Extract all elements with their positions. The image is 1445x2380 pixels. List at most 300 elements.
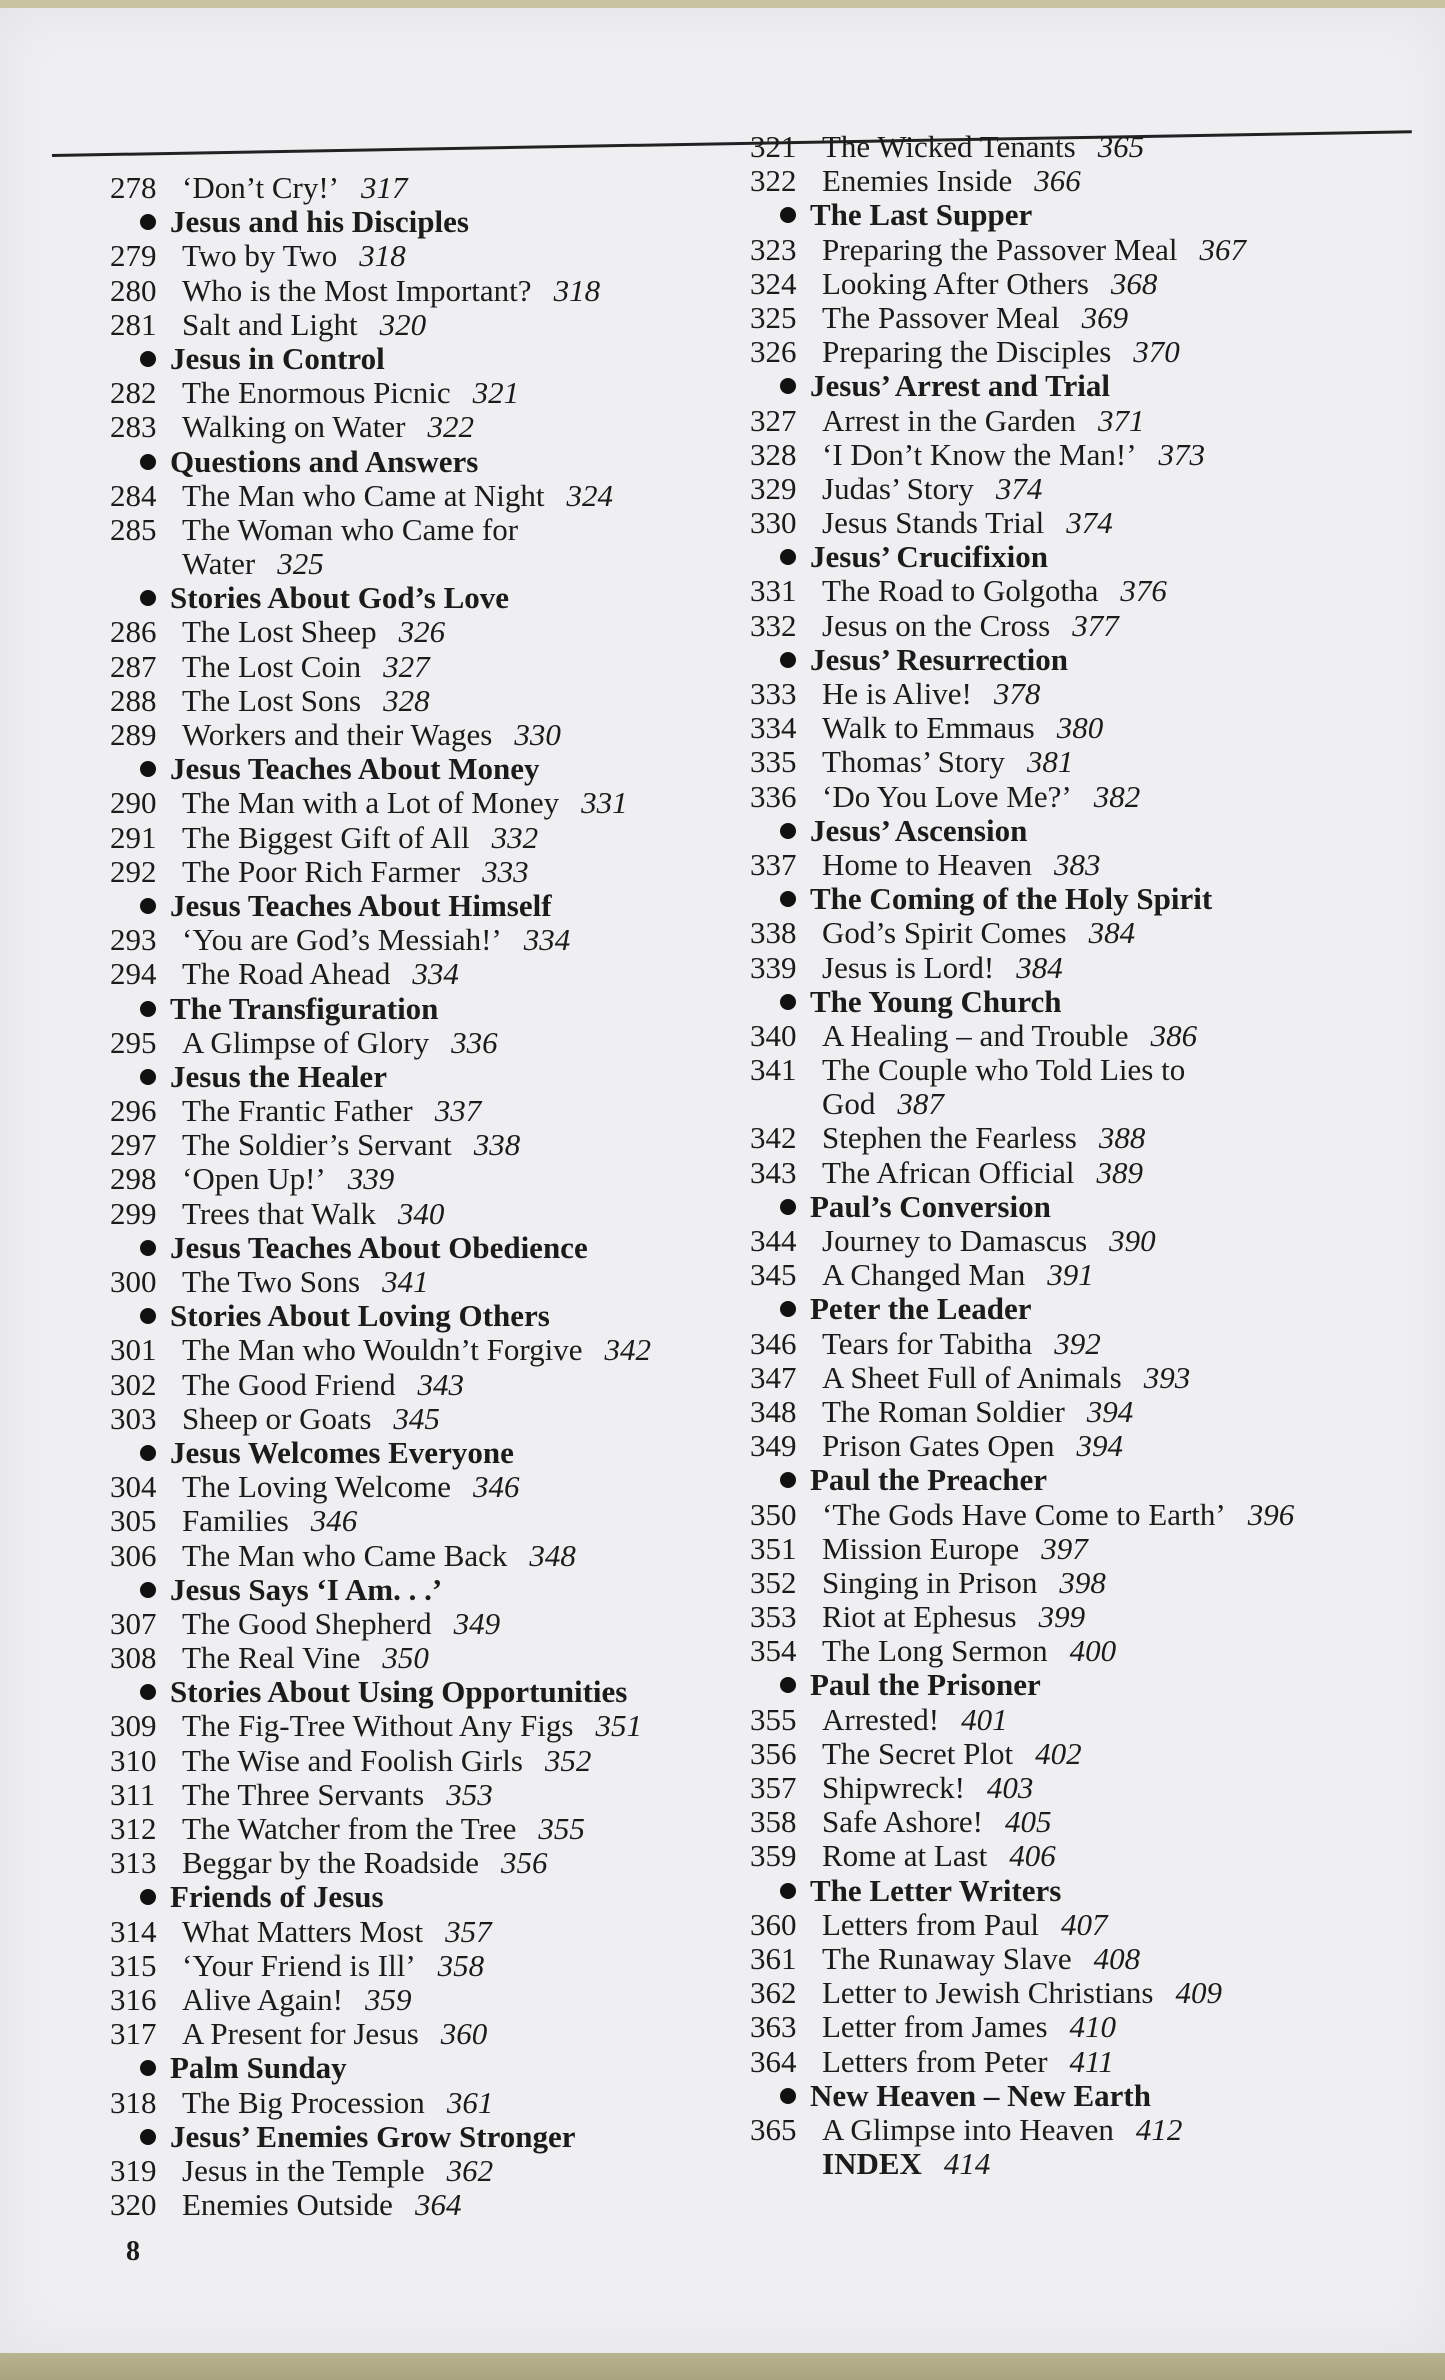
entry-page: 374 xyxy=(1066,505,1113,541)
entry-number: 332 xyxy=(750,607,797,643)
entry-title: The Biggest Gift of All xyxy=(182,819,470,855)
entry-page: 334 xyxy=(412,956,459,992)
entry-title: Walk to Emmaus xyxy=(822,710,1035,746)
contents-entry xyxy=(750,130,1294,164)
entry-page: 318 xyxy=(553,272,601,308)
entry-page: 377 xyxy=(1072,607,1119,643)
contents-entry xyxy=(750,1258,1294,1292)
contents-entry xyxy=(110,2017,651,2051)
entry-number: 286 xyxy=(110,614,157,650)
entry-page: 320 xyxy=(379,306,427,342)
section-heading xyxy=(110,2120,651,2154)
entry-title: The Two Sons xyxy=(182,1264,361,1299)
bullet-icon xyxy=(140,2060,156,2076)
entry-title: The Real Vine xyxy=(182,1640,361,1676)
entry-number: 310 xyxy=(110,1742,157,1778)
entry-page: 327 xyxy=(383,648,430,684)
entry-number: 335 xyxy=(750,744,797,780)
entry-number: 296 xyxy=(110,1093,157,1129)
section-heading xyxy=(110,2051,651,2085)
entry-title: The Man who Came at Night xyxy=(182,477,545,513)
entry-page: 369 xyxy=(1081,299,1129,335)
bullet-icon xyxy=(140,1582,156,1598)
entry-page: 362 xyxy=(446,2152,494,2188)
contents-entry xyxy=(750,2010,1294,2044)
section-title: Jesus’ Crucifixion xyxy=(810,539,1048,575)
entry-title: The Man with a Lot of Money xyxy=(182,785,560,821)
section-heading xyxy=(750,2079,1294,2113)
entry-page: 392 xyxy=(1054,1325,1101,1361)
contents-entry xyxy=(110,821,651,855)
entry-title: Letter to Jewish Christians xyxy=(822,1975,1154,2011)
entry-title: The Big Procession xyxy=(182,2084,425,2120)
entry-page: 324 xyxy=(566,477,613,513)
contents-entry xyxy=(750,2045,1294,2079)
bullet-icon xyxy=(140,1889,156,1905)
entry-number: 314 xyxy=(110,1913,157,1949)
entry-number: 327 xyxy=(750,402,797,438)
entry-number: 311 xyxy=(110,1776,156,1812)
bullet-icon xyxy=(140,590,156,606)
entry-title: Enemies Outside xyxy=(182,2187,393,2223)
entry-page: 357 xyxy=(445,1913,492,1949)
entry-page: 407 xyxy=(1060,1906,1108,1942)
section-heading xyxy=(110,1573,651,1607)
bullet-icon xyxy=(780,891,796,907)
entry-title: A Glimpse of Glory xyxy=(182,1024,430,1060)
entry-title: Jesus in the Temple xyxy=(182,2152,425,2188)
entry-page: 325 xyxy=(277,546,324,582)
contents-entry xyxy=(110,1368,651,1402)
section-heading xyxy=(750,985,1294,1019)
contents-entry-continuation xyxy=(750,1087,1294,1121)
entry-title: The Road Ahead xyxy=(182,956,391,992)
entry-page: 410 xyxy=(1069,2009,1117,2045)
entry-title: The Wise and Foolish Girls xyxy=(182,1742,523,1778)
entry-title: Rome at Last xyxy=(822,1838,988,1874)
contents-entry xyxy=(110,1778,651,1812)
entry-title: ‘You are God’s Messiah!’ xyxy=(182,922,502,958)
contents-entry xyxy=(110,1094,651,1128)
entry-number: 345 xyxy=(750,1257,797,1293)
contents-entry xyxy=(750,745,1294,779)
bullet-icon xyxy=(140,1308,156,1324)
entry-number: 328 xyxy=(750,436,797,472)
entry-number: 291 xyxy=(110,819,157,855)
contents-entry xyxy=(750,1566,1294,1600)
contents-entry xyxy=(110,1333,651,1367)
entry-number: 279 xyxy=(110,238,157,274)
entry-page: 361 xyxy=(446,2084,494,2120)
entry-title: A Sheet Full of Animals xyxy=(822,1359,1122,1395)
entry-page: 386 xyxy=(1150,1017,1198,1053)
bullet-icon xyxy=(140,1445,156,1461)
contents-entry xyxy=(750,1121,1294,1155)
entry-title: Sheep or Goats xyxy=(182,1400,372,1436)
contents-entry xyxy=(110,171,651,205)
entry-page: 348 xyxy=(529,1537,576,1573)
entry-number: 348 xyxy=(750,1393,797,1429)
entry-page: 391 xyxy=(1047,1257,1094,1293)
entry-title: Arrest in the Garden xyxy=(822,402,1076,438)
entry-number: 278 xyxy=(110,170,157,205)
entry-title: Alive Again! xyxy=(182,1981,343,2017)
entry-page: 381 xyxy=(1026,744,1074,780)
entry-number: 349 xyxy=(750,1428,797,1464)
section-heading xyxy=(110,889,651,923)
entry-number: 295 xyxy=(110,1024,157,1060)
section-title: Jesus Says ‘I Am. . .’ xyxy=(170,1571,443,1607)
contents-left-column xyxy=(110,171,651,2222)
entry-page: 401 xyxy=(961,1701,1008,1737)
contents-entry xyxy=(110,376,651,410)
contents-entry-continuation xyxy=(110,547,651,581)
section-heading xyxy=(110,752,651,786)
entry-title: The Passover Meal xyxy=(822,299,1060,335)
contents-entry xyxy=(110,1470,651,1504)
entry-page: 406 xyxy=(1009,1838,1056,1874)
entry-number: 362 xyxy=(750,1975,797,2011)
contents-entry xyxy=(110,2154,651,2188)
section-title: Paul the Preacher xyxy=(810,1462,1048,1498)
entry-number: 329 xyxy=(750,470,797,506)
entry-title: The Three Servants xyxy=(182,1776,425,1812)
section-title: The Coming of the Holy Spirit xyxy=(810,881,1213,917)
entry-number: 284 xyxy=(110,477,157,513)
entry-number: 306 xyxy=(110,1537,157,1573)
section-title: Stories About Using Opportunities xyxy=(170,1674,628,1710)
entry-number: 299 xyxy=(110,1195,157,1231)
entry-title: The Man who Wouldn’t Forgive xyxy=(182,1332,583,1368)
section-heading xyxy=(110,205,651,239)
entry-page: 411 xyxy=(1069,2043,1114,2079)
entry-number: 339 xyxy=(750,949,797,985)
entry-number: 337 xyxy=(750,846,797,882)
entry-number: 330 xyxy=(750,505,797,541)
section-title: The Young Church xyxy=(810,983,1062,1019)
section-title: Jesus Teaches About Obedience xyxy=(170,1229,588,1265)
entry-title: Safe Ashore! xyxy=(822,1804,983,1840)
entry-number: 303 xyxy=(110,1400,157,1436)
entry-page: 342 xyxy=(604,1332,651,1368)
entry-page: 412 xyxy=(1135,2111,1183,2147)
bullet-icon xyxy=(780,1199,796,1215)
section-title: Jesus Welcomes Everyone xyxy=(170,1434,514,1470)
entry-page: 343 xyxy=(417,1366,465,1402)
entry-title: Jesus is Lord! xyxy=(822,949,995,985)
contents-entry xyxy=(750,404,1294,438)
contents-entry xyxy=(110,957,651,991)
entry-number: 318 xyxy=(110,2084,157,2120)
entry-number: 358 xyxy=(750,1804,797,1840)
contents-entry xyxy=(750,1327,1294,1361)
entry-page: 333 xyxy=(482,853,529,889)
page-number: 8 xyxy=(126,2236,140,2267)
entry-title: Riot at Ephesus xyxy=(822,1599,1017,1635)
contents-entry xyxy=(750,609,1294,643)
entry-title: The Good Friend xyxy=(182,1366,396,1402)
entry-title: Stephen the Fearless xyxy=(822,1120,1077,1156)
section-heading xyxy=(750,882,1294,916)
entry-number: 317 xyxy=(110,2016,157,2052)
bullet-icon xyxy=(140,1684,156,1700)
entry-number: 320 xyxy=(110,2187,157,2223)
entry-page: 374 xyxy=(995,470,1043,506)
contents-entry xyxy=(110,239,651,273)
contents-entry xyxy=(750,1395,1294,1429)
section-title: Peter the Leader xyxy=(810,1291,1032,1327)
entry-number: 333 xyxy=(750,676,797,711)
entry-number: 353 xyxy=(750,1599,797,1635)
entry-title: Trees that Walk xyxy=(182,1195,376,1231)
entry-title: The African Official xyxy=(822,1154,1075,1190)
entry-page: 326 xyxy=(398,614,446,650)
entry-number: 313 xyxy=(110,1845,157,1881)
entry-page: 403 xyxy=(986,1770,1034,1805)
entry-title: Mission Europe xyxy=(822,1530,1020,1566)
entry-number: 293 xyxy=(110,922,157,958)
contents-entry xyxy=(110,513,651,547)
section-title: The Transfiguration xyxy=(170,990,439,1026)
entry-title: The Roman Soldier xyxy=(822,1393,1065,1429)
entry-number: 350 xyxy=(750,1496,797,1532)
contents-entry xyxy=(110,1265,651,1299)
contents-entry xyxy=(750,1498,1294,1532)
contents-entry xyxy=(110,1026,651,1060)
entry-page: 398 xyxy=(1059,1564,1106,1600)
entry-title: Two by Two xyxy=(182,238,338,274)
section-heading xyxy=(750,1292,1294,1326)
section-title: Palm Sunday xyxy=(170,2050,347,2086)
contents-entry xyxy=(750,1600,1294,1634)
entry-page: 334 xyxy=(523,922,571,958)
contents-entry xyxy=(750,677,1294,711)
entry-page: 400 xyxy=(1069,1633,1117,1669)
entry-number: 308 xyxy=(110,1640,157,1676)
entry-title: Tears for Tabitha xyxy=(822,1325,1033,1361)
entry-title: He is Alive! xyxy=(822,676,972,711)
entry-number: 321 xyxy=(750,129,797,164)
entry-page: 351 xyxy=(595,1708,642,1744)
contents-entry xyxy=(110,1539,651,1573)
index-page: 414 xyxy=(943,2146,991,2182)
entry-number: 352 xyxy=(750,1564,797,1600)
entry-page: 405 xyxy=(1004,1804,1052,1840)
entry-page: 337 xyxy=(434,1093,482,1129)
section-title: Jesus’ Enemies Grow Stronger xyxy=(170,2118,576,2154)
index-label: INDEX xyxy=(822,2146,922,2182)
contents-entry xyxy=(750,506,1294,540)
entry-number: 281 xyxy=(110,306,157,342)
entry-page: 365 xyxy=(1097,129,1145,164)
entry-page: 350 xyxy=(382,1640,429,1676)
entry-title: The Man who Came Back xyxy=(182,1537,508,1573)
bullet-icon xyxy=(140,1069,156,1085)
bullet-icon xyxy=(140,351,156,367)
entry-title: The Frantic Father xyxy=(182,1093,413,1129)
entry-number: 322 xyxy=(750,163,797,199)
contents-entry xyxy=(110,1128,651,1162)
contents-entry xyxy=(110,1504,651,1538)
section-heading xyxy=(110,1060,651,1094)
entry-page: 373 xyxy=(1158,436,1206,472)
entry-number: 365 xyxy=(750,2111,797,2147)
entry-page: 402 xyxy=(1035,1735,1082,1771)
entry-title: Letter from James xyxy=(822,2009,1048,2045)
section-heading xyxy=(110,1675,651,1709)
contents-entry xyxy=(750,1156,1294,1190)
contents-entry xyxy=(750,1908,1294,1942)
section-title: Jesus’ Arrest and Trial xyxy=(810,368,1110,404)
entry-page: 321 xyxy=(472,375,520,411)
entry-number: 342 xyxy=(750,1120,797,1156)
bullet-icon xyxy=(780,1883,796,1899)
entry-number: 282 xyxy=(110,375,157,411)
entry-page: 394 xyxy=(1076,1428,1123,1464)
entry-number: 344 xyxy=(750,1223,797,1258)
contents-entry xyxy=(110,786,651,820)
entry-number: 336 xyxy=(750,778,797,814)
entry-page: 341 xyxy=(382,1264,429,1299)
entry-title: The Watcher from the Tree xyxy=(182,1811,517,1846)
entry-title: Singing in Prison xyxy=(822,1564,1038,1600)
contents-entry xyxy=(750,2113,1294,2147)
entry-page: 356 xyxy=(501,1845,548,1881)
entry-page: 330 xyxy=(514,717,561,752)
section-title: The Letter Writers xyxy=(810,1872,1062,1908)
entry-number: 360 xyxy=(750,1906,797,1942)
entry-number: 316 xyxy=(110,1981,157,2017)
contents-entry xyxy=(110,1983,651,2017)
contents-entry xyxy=(750,1942,1294,1976)
contents-entry xyxy=(110,1402,651,1436)
entry-title: The Wicked Tenants xyxy=(822,129,1076,164)
entry-page: 358 xyxy=(437,1947,485,1983)
entry-title: Walking on Water xyxy=(182,409,406,445)
entry-number: 307 xyxy=(110,1605,157,1641)
book-page xyxy=(0,8,1445,2353)
entry-number: 302 xyxy=(110,1366,157,1402)
section-heading xyxy=(110,342,651,376)
entry-title: Journey to Damascus xyxy=(822,1223,1088,1258)
contents-entry xyxy=(110,1162,651,1196)
entry-number: 326 xyxy=(750,334,797,370)
entry-number: 312 xyxy=(110,1811,157,1846)
entry-page: 317 xyxy=(360,170,408,205)
entry-page: 339 xyxy=(347,1161,395,1197)
entry-page: 394 xyxy=(1086,1393,1134,1429)
entry-number: 346 xyxy=(750,1325,797,1361)
contents-entry xyxy=(750,1737,1294,1771)
contents-entry xyxy=(750,267,1294,301)
entry-title: Looking After Others xyxy=(822,265,1089,301)
entry-title: The Lost Sheep xyxy=(182,614,377,650)
entry-page: 390 xyxy=(1109,1223,1156,1258)
entry-page: 387 xyxy=(897,1086,944,1122)
entry-page: 331 xyxy=(581,785,628,821)
index-entry xyxy=(750,2147,1294,2181)
entry-page: 371 xyxy=(1097,402,1145,438)
section-title: Stories About Loving Others xyxy=(170,1298,550,1334)
contents-entry xyxy=(110,308,651,342)
entry-page: 352 xyxy=(544,1742,592,1778)
entry-page: 336 xyxy=(451,1024,498,1060)
entry-title: The Soldier’s Servant xyxy=(182,1127,452,1163)
bullet-icon xyxy=(780,1301,796,1317)
entry-page: 388 xyxy=(1098,1120,1146,1156)
section-heading xyxy=(110,1231,651,1265)
contents-entry xyxy=(110,923,651,957)
entry-title: The Road to Golgotha xyxy=(822,573,1099,609)
entry-title: Families xyxy=(182,1503,289,1539)
entry-number: 347 xyxy=(750,1359,797,1395)
contents-entry xyxy=(110,615,651,649)
entry-page: 345 xyxy=(393,1400,440,1436)
entry-title: The Good Shepherd xyxy=(182,1605,432,1641)
entry-title: The Long Sermon xyxy=(822,1633,1048,1669)
contents-entry xyxy=(750,711,1294,745)
entry-page: 318 xyxy=(359,238,406,274)
entry-title: God xyxy=(822,1086,876,1122)
contents-entry xyxy=(750,1703,1294,1737)
contents-entry xyxy=(750,1976,1294,2010)
contents-entry xyxy=(110,2188,651,2222)
contents-entry xyxy=(750,1771,1294,1805)
entry-title: ‘I Don’t Know the Man!’ xyxy=(822,436,1137,472)
section-heading xyxy=(750,198,1294,232)
section-heading xyxy=(750,643,1294,677)
contents-entry xyxy=(110,1812,651,1846)
bullet-icon xyxy=(140,454,156,470)
entry-page: 368 xyxy=(1110,265,1158,301)
contents-entry xyxy=(750,301,1294,335)
section-title: The Last Supper xyxy=(810,197,1033,233)
entry-title: Arrested! xyxy=(822,1701,940,1737)
entry-title: Thomas’ Story xyxy=(822,744,1005,780)
entry-number: 294 xyxy=(110,956,157,992)
entry-number: 331 xyxy=(750,573,797,609)
page-bottom-edge xyxy=(0,2353,1445,2380)
entry-title: Letters from Paul xyxy=(822,1906,1039,1942)
bullet-icon xyxy=(140,2129,156,2145)
contents-entry xyxy=(750,1532,1294,1566)
section-heading xyxy=(110,1299,651,1333)
entry-page: 340 xyxy=(397,1195,445,1231)
entry-title: Jesus on the Cross xyxy=(822,607,1051,643)
entry-title: The Couple who Told Lies to xyxy=(822,1052,1186,1088)
bullet-icon xyxy=(140,214,156,230)
entry-title: The Fig-Tree Without Any Figs xyxy=(182,1708,574,1744)
contents-entry xyxy=(750,1839,1294,1873)
bullet-icon xyxy=(780,652,796,668)
entry-number: 359 xyxy=(750,1838,797,1874)
section-heading xyxy=(750,1874,1294,1908)
section-title: Jesus Teaches About Himself xyxy=(170,887,552,923)
entry-page: 349 xyxy=(453,1605,501,1641)
entry-number: 288 xyxy=(110,682,157,718)
entry-title: Shipwreck! xyxy=(822,1770,965,1805)
entry-title: The Woman who Came for xyxy=(182,511,519,547)
entry-page: 364 xyxy=(414,2187,462,2223)
entry-title: Who is the Most Important? xyxy=(182,272,532,308)
entry-number: 363 xyxy=(750,2009,797,2045)
section-title: Jesus the Healer xyxy=(170,1058,387,1094)
entry-number: 304 xyxy=(110,1469,157,1505)
entry-page: 396 xyxy=(1247,1496,1295,1532)
contents-entry xyxy=(110,410,651,444)
entry-title: A Healing – and Trouble xyxy=(822,1017,1129,1053)
entry-number: 319 xyxy=(110,2152,157,2188)
